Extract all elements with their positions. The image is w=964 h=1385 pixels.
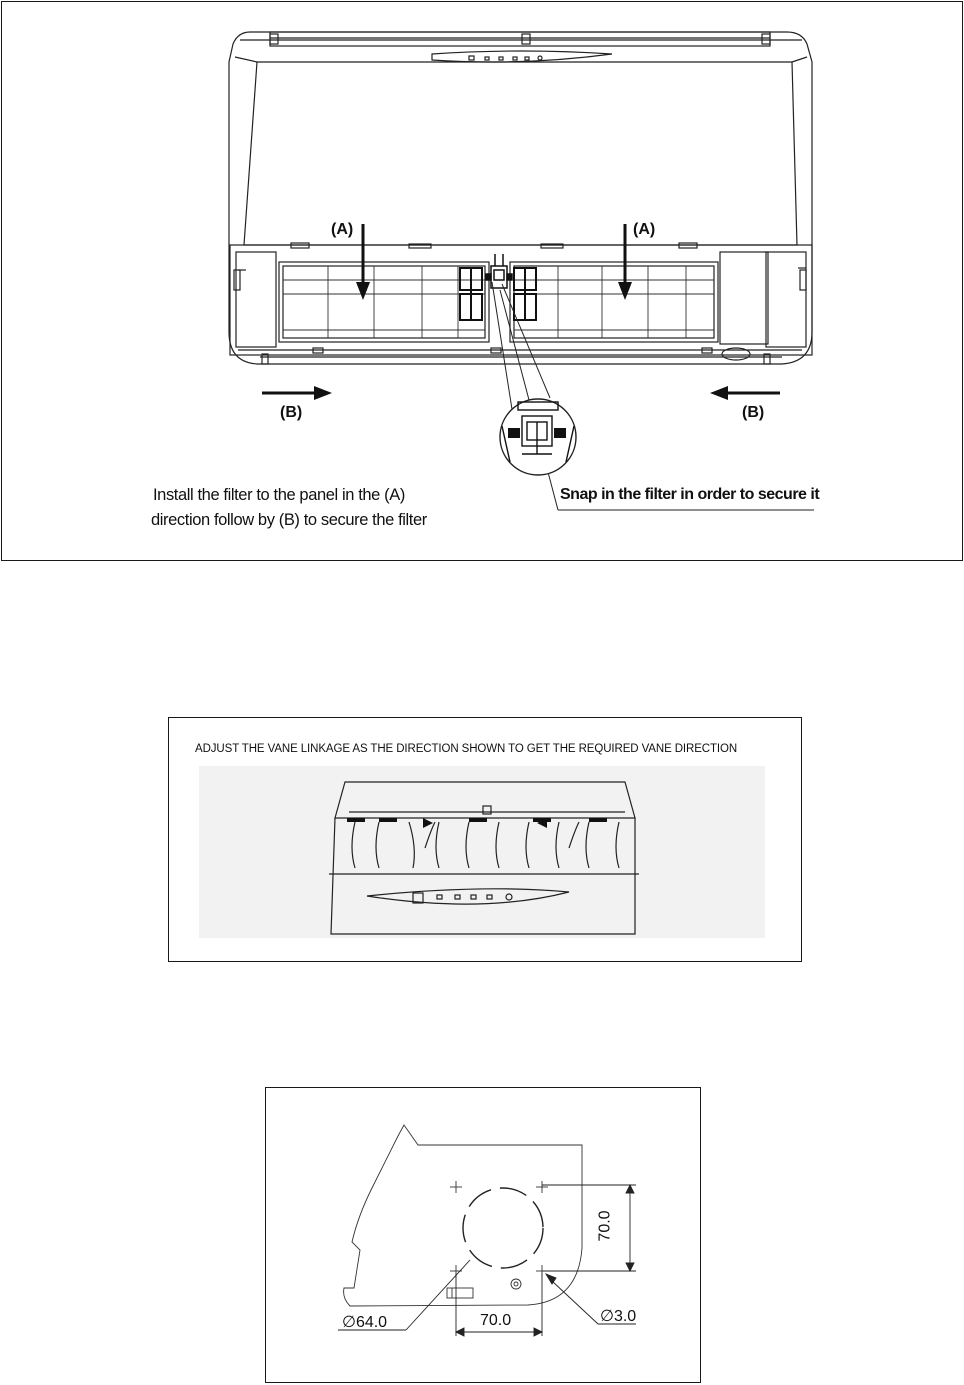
label-b-left: (B) xyxy=(280,404,303,421)
label-a-left: (A) xyxy=(331,221,354,238)
instruction-line-2: direction follow by (B) to secure the filter xyxy=(151,511,427,529)
arrow-b-right-icon xyxy=(710,386,780,400)
screw-diameter-value: 3.0 xyxy=(613,1308,637,1325)
horizontal-dimension-label: 70.0 xyxy=(480,1312,512,1329)
diameter-symbol: ∅ xyxy=(342,1314,356,1331)
instruction-line-1: Install the filter to the panel in the (A) xyxy=(153,486,405,504)
indoor-unit-drawing xyxy=(2,2,964,562)
hole-diameter-value: 64.0 xyxy=(355,1314,388,1331)
mounting-plate-drawing xyxy=(266,1088,702,1384)
snap-note: Snap in the filter in order to secure it xyxy=(560,486,820,503)
vertical-dimension-wrapper xyxy=(596,1203,628,1253)
vertical-dimension-label: 70.0 xyxy=(596,1210,614,1242)
label-b-right: (B) xyxy=(742,404,765,421)
filter-install-panel xyxy=(1,1,963,561)
diameter-symbol: ∅ xyxy=(600,1308,614,1325)
vane-adjust-panel xyxy=(168,717,802,962)
screw-diameter-label xyxy=(600,1306,636,1326)
vane-caption: ADJUST THE VANE LINKAGE AS THE DIRECTION SHOWN TO GET THE REQUIRED VANE DIRECTION xyxy=(195,743,738,755)
label-a-right: (A) xyxy=(633,221,656,238)
arrow-b-left-icon xyxy=(262,386,332,400)
mounting-dimension-panel xyxy=(265,1087,701,1383)
vane-linkage-drawing xyxy=(169,718,803,963)
hole-diameter-label xyxy=(342,1312,387,1332)
clip-detail-magnifier xyxy=(500,399,576,475)
